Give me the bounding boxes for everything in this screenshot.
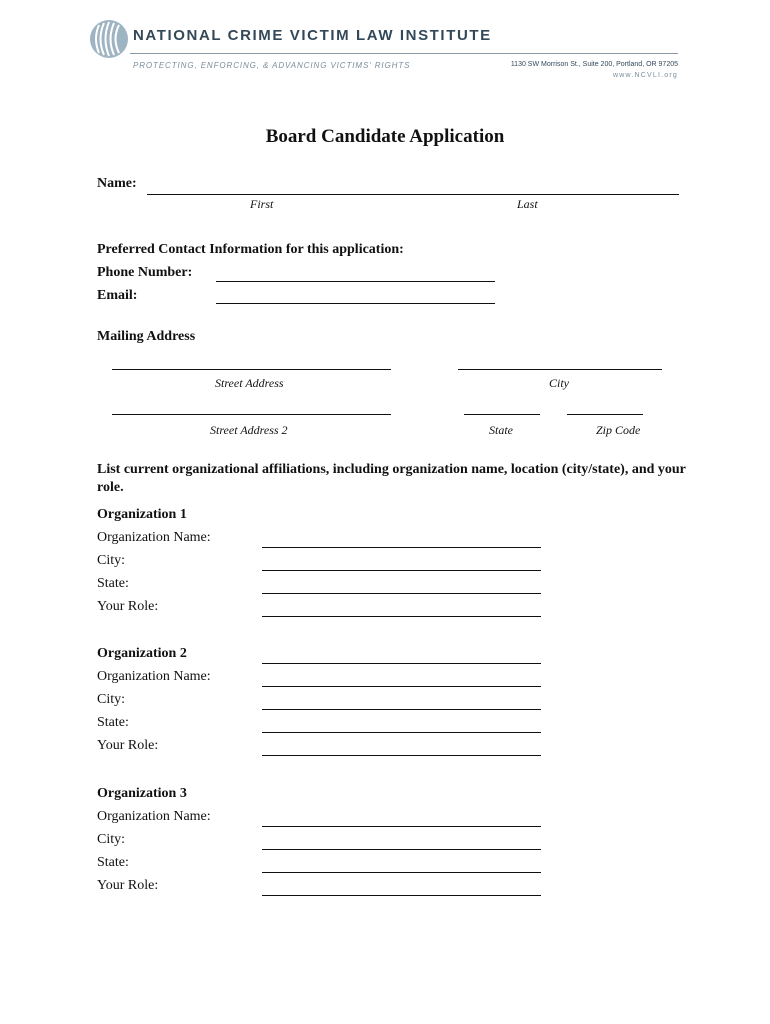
state-field[interactable] (464, 414, 540, 415)
organization-2-name-field[interactable] (262, 686, 541, 687)
organization-1-name-label: Organization Name: (97, 530, 211, 545)
organization-3-name-field[interactable] (262, 826, 541, 827)
organization-1-name-field[interactable] (262, 547, 541, 548)
phone-field[interactable] (216, 281, 495, 282)
organization-1-state-label: State: (97, 576, 129, 591)
tagline: PROTECTING, ENFORCING, & ADVANCING VICTIMS' RIGHTS (133, 61, 411, 70)
organization-2-extra-field[interactable] (262, 663, 541, 664)
street-address-field[interactable] (112, 369, 391, 370)
first-name-caption: First (250, 197, 274, 211)
phone-label: Phone Number: (97, 265, 193, 280)
affiliations-instruction: List current organizational affiliations, including organization name, location (city/state), and your role. (97, 462, 686, 495)
organization-1-city-label: City: (97, 553, 126, 568)
organization-3-role-label: Your Role: (97, 878, 159, 893)
ncvli-logo-icon (89, 19, 129, 59)
city-caption: City (549, 376, 569, 390)
name-field[interactable] (147, 194, 679, 195)
organization-2-state-field[interactable] (262, 732, 541, 733)
city-field[interactable] (458, 369, 662, 370)
organization-2-state-label: State: (97, 715, 129, 730)
state-caption: State (489, 423, 513, 437)
organization-2-city-field[interactable] (262, 709, 541, 710)
organization-1-role-field[interactable] (262, 616, 541, 617)
organization-3-state-field[interactable] (262, 872, 541, 873)
page-title: Board Candidate Application (265, 126, 505, 147)
name-label: Name: (97, 176, 137, 191)
organization-1-city-field[interactable] (262, 570, 541, 571)
organization-2-heading: Organization 2 (97, 646, 187, 661)
email-field[interactable] (216, 303, 495, 304)
organization-3-role-field[interactable] (262, 895, 541, 896)
organization-1-state-field[interactable] (262, 593, 541, 594)
mailing-address-heading: Mailing Address (97, 329, 196, 344)
organization-name: NATIONAL CRIME VICTIM LAW INSTITUTE (133, 27, 492, 44)
street-address-2-caption: Street Address 2 (210, 423, 288, 437)
organization-2-city-label: City: (97, 692, 126, 707)
organization-2-role-label: Your Role: (97, 738, 159, 753)
organization-1-role-label: Your Role: (97, 599, 159, 614)
organization-3-state-label: State: (97, 855, 129, 870)
last-name-caption: Last (517, 197, 538, 211)
organization-3-name-label: Organization Name: (97, 809, 211, 824)
organization-1-heading: Organization 1 (97, 507, 187, 522)
email-label: Email: (97, 288, 138, 303)
organization-3-city-field[interactable] (262, 849, 541, 850)
contact-heading: Preferred Contact Information for this application: (97, 242, 404, 257)
zip-code-field[interactable] (567, 414, 643, 415)
street-address-text: 1130 SW Morrison St., Suite 200, Portland, OR 97205 (510, 61, 678, 68)
organization-3-heading: Organization 3 (97, 786, 187, 801)
website-text: www.NCVLI.org (612, 72, 678, 79)
header-divider (130, 53, 678, 54)
organization-3-city-label: City: (97, 832, 126, 847)
street-address-caption: Street Address (215, 376, 284, 390)
organization-2-role-field[interactable] (262, 755, 541, 756)
street-address-2-field[interactable] (112, 414, 391, 415)
organization-2-name-label: Organization Name: (97, 669, 211, 684)
zip-code-caption: Zip Code (596, 423, 641, 437)
